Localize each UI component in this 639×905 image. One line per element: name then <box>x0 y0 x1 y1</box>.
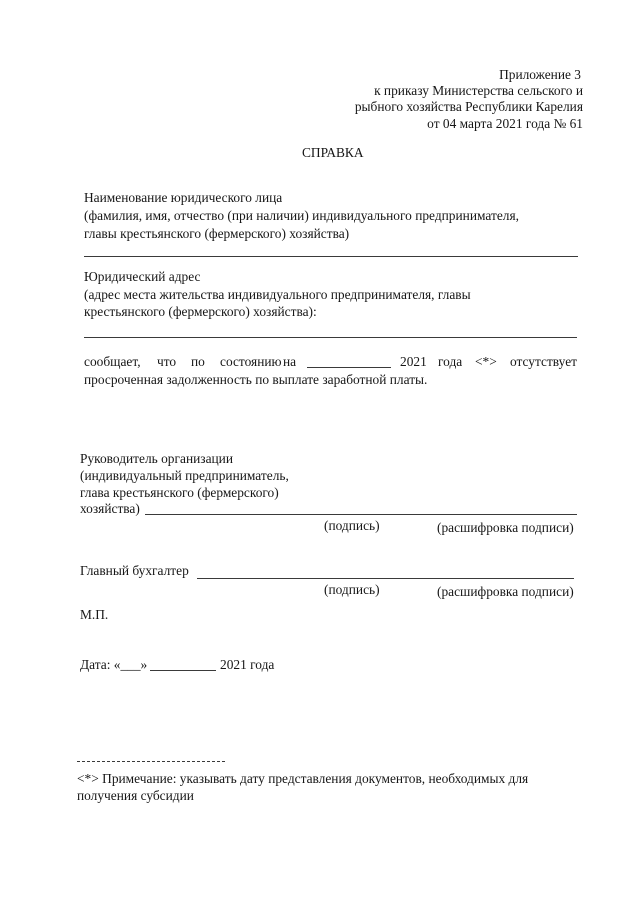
statement-footnote-mark: <*> <box>475 354 497 369</box>
address-label: Юридический адрес <box>84 269 201 284</box>
footnote-line2: получения субсидии <box>77 788 194 803</box>
footnote-separator <box>77 761 225 762</box>
statement-word-4: состоянию <box>220 354 282 369</box>
date-suffix: 2021 года <box>220 657 275 672</box>
head-label-line2: (индивидуальный предприниматель, <box>80 468 289 483</box>
head-signature-caption: (подпись) <box>324 518 380 533</box>
entity-name-label: Наименование юридического лица <box>84 190 283 205</box>
statement-date-blank <box>307 367 391 368</box>
entity-name-hint-line2: главы крестьянского (фермерского) хозяйства) <box>84 226 350 241</box>
entity-name-hint-line1: (фамилия, имя, отчество (при наличии) индивидуального предпринимателя, <box>84 208 519 223</box>
statement-line2: просроченная задолженность по выплате заработной платы. <box>84 372 428 387</box>
accountant-label: Главный бухгалтер <box>80 563 189 578</box>
statement-word-9: отсутствует <box>510 354 577 369</box>
accountant-signature-line <box>197 578 574 579</box>
statement-word-7: года <box>438 354 463 369</box>
address-hint-line2: крестьянского (фермерского) хозяйства): <box>84 304 317 319</box>
head-label-line3: глава крестьянского (фермерского) <box>80 485 279 500</box>
order-reference-line2: рыбного хозяйства Республики Карелия <box>354 99 583 114</box>
entity-name-fill-line <box>84 256 578 257</box>
address-fill-line <box>84 337 577 338</box>
head-decoding-caption: (расшифровка подписи) <box>437 520 574 535</box>
address-hint-line1: (адрес места жительства индивидуального предпринимателя, главы <box>84 287 471 302</box>
order-date-number: от 04 марта 2021 года № 61 <box>427 116 583 131</box>
statement-word-1: сообщает, <box>84 354 141 369</box>
head-signature-line <box>145 514 577 515</box>
head-label-line1: Руководитель организации <box>80 451 234 466</box>
statement-word-5: на <box>283 354 297 369</box>
statement-word-3: по <box>191 354 205 369</box>
head-label-line4: хозяйства) <box>80 501 140 516</box>
statement-word-2: что <box>157 354 177 369</box>
footnote-line1: <*> Примечание: указывать дату представления документов, необходимых для <box>77 771 529 786</box>
order-reference-line1: к приказу Министерства сельского и <box>374 83 583 98</box>
appendix-label: Приложение 3 <box>499 67 581 82</box>
accountant-decoding-caption: (расшифровка подписи) <box>437 584 574 599</box>
accountant-signature-caption: (подпись) <box>324 582 380 597</box>
date-prefix: Дата: «___» <box>80 657 148 672</box>
stamp-place: М.П. <box>80 607 109 622</box>
document-title: СПРАВКА <box>302 145 364 160</box>
date-month-blank <box>150 670 216 671</box>
statement-year: 2021 <box>400 354 427 369</box>
